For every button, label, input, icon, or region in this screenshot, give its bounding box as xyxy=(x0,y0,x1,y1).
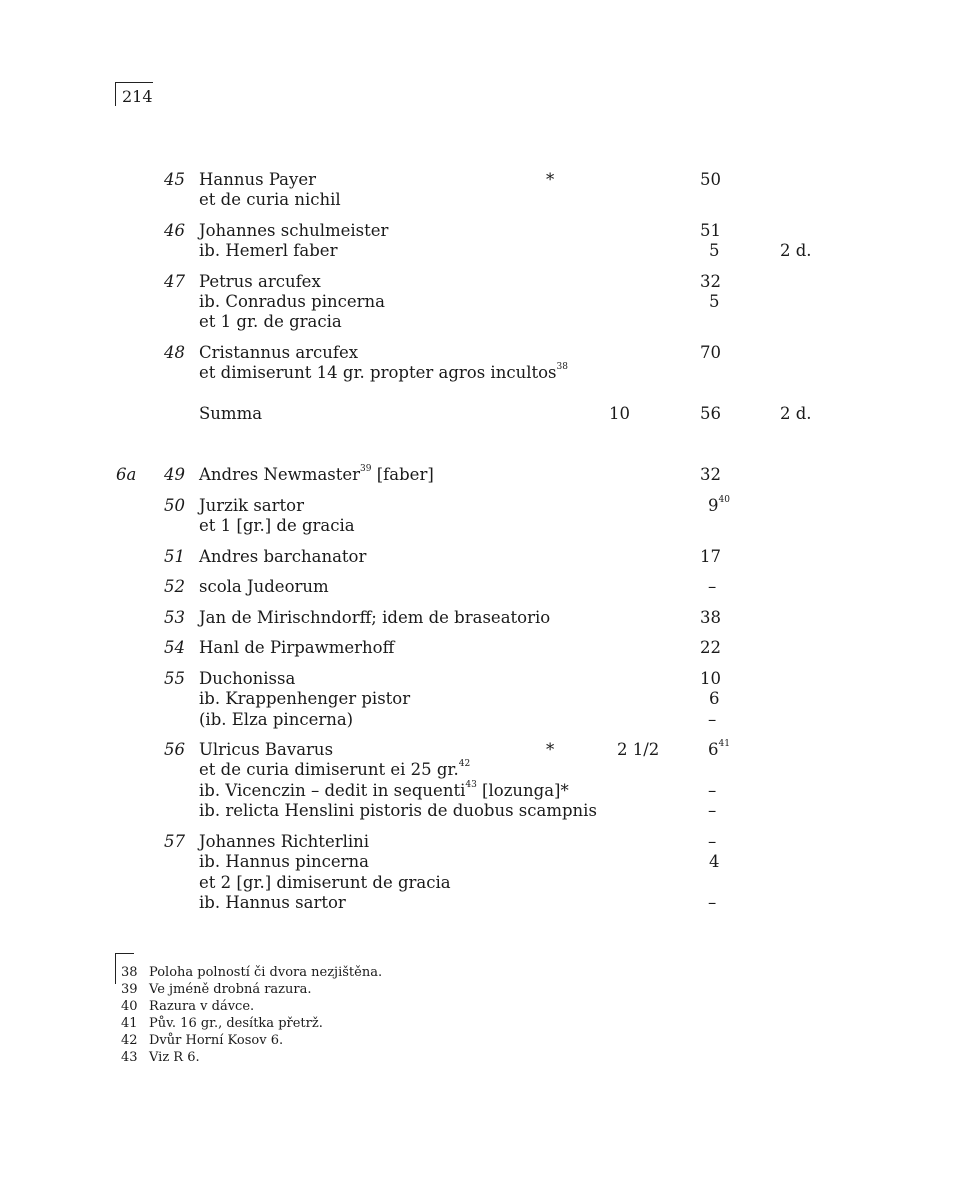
entry-text: Duchonissa xyxy=(199,669,296,688)
entry-line xyxy=(0,832,960,852)
entry-text: Johannes schulmeister xyxy=(199,221,389,240)
entry-text: ib. Hemerl faber xyxy=(199,241,338,260)
entry-line xyxy=(0,465,960,485)
amount-col-2: 17 xyxy=(700,547,721,566)
entry-line xyxy=(0,577,960,597)
entry-text: ib. Conradus pincerna xyxy=(199,292,385,311)
entry-number: 45 xyxy=(164,170,185,189)
amount-col-1: 10 xyxy=(609,404,630,423)
footnote-number: 38 xyxy=(121,965,138,980)
footnote-text: Viz R 6. xyxy=(149,1050,200,1065)
entry-line xyxy=(0,852,960,872)
footnote xyxy=(0,1032,960,1049)
amount-col-2: 51 xyxy=(700,221,721,240)
entry-number: 50 xyxy=(164,496,185,515)
entry-text: ib. Hannus sartor xyxy=(199,893,346,912)
entry-text: Hannus Payer xyxy=(199,170,316,189)
entry-text: Jan de Mirischndorff; idem de braseatorio xyxy=(199,608,551,627)
entry-line xyxy=(0,496,960,516)
entry-text: scola Judeorum xyxy=(199,577,329,596)
entry-text: ib. Vicenczin – dedit in sequenti$^{43}$ [lozunga]* xyxy=(199,780,569,800)
entry-line xyxy=(0,710,960,730)
asterisk-mark: * xyxy=(546,740,555,759)
entry-text: Ulricus Bavarus xyxy=(199,740,334,759)
amount-col-2: 6 xyxy=(709,689,720,708)
entry-text: et de curia nichil xyxy=(199,190,341,209)
entry-line xyxy=(0,801,960,821)
entry-line xyxy=(0,781,960,801)
entry-text: Johannes Richterlini xyxy=(199,832,370,851)
entry-line xyxy=(0,547,960,567)
amount-col-2: $9^{40}$ xyxy=(708,495,730,515)
entry-text: Petrus arcufex xyxy=(199,272,321,291)
entry-text: Hanl de Pirpawmerhoff xyxy=(199,638,395,657)
entry-line xyxy=(0,404,960,424)
footnote-ref: 39 xyxy=(360,464,372,474)
amount-col-2: 5 xyxy=(709,292,720,311)
amount-col-2: 32 xyxy=(700,272,721,291)
entry-text: (ib. Elza pincerna) xyxy=(199,710,354,729)
entry-text: Andres barchanator xyxy=(199,547,367,566)
amount-col-2: 5 xyxy=(709,241,720,260)
entry-number: 48 xyxy=(164,343,185,362)
footnote xyxy=(0,964,960,981)
entry-line xyxy=(0,292,960,312)
footnote-number: 42 xyxy=(121,1033,138,1048)
amount-col-3: 2 d. xyxy=(780,241,812,260)
entry-number: 53 xyxy=(164,608,185,627)
entry-line xyxy=(0,689,960,709)
page-number: 214 xyxy=(115,82,153,106)
amount-col-2: – xyxy=(708,577,717,596)
entry-text: Andres Newmaster$^{39}$ [faber] xyxy=(199,464,434,484)
footnote-ref: 38 xyxy=(556,362,568,372)
footnote-ref: 43 xyxy=(465,780,477,790)
footnote-ref: 40 xyxy=(718,495,730,505)
footnote xyxy=(0,1015,960,1032)
footnote xyxy=(0,981,960,998)
amount-col-2: $6^{41}$ xyxy=(708,739,730,759)
footnote xyxy=(0,1049,960,1066)
entry-line xyxy=(0,363,960,383)
entry-number: 52 xyxy=(164,577,185,596)
entry-text: ib. Hannus pincerna xyxy=(199,852,369,871)
amount-col-2: – xyxy=(708,781,717,800)
footnote-text: Pův. 16 gr., desítka přetrž. xyxy=(149,1016,323,1031)
entry-text: ib. relicta Henslini pistoris de duobus scampnis xyxy=(199,801,597,820)
footnote-text: Razura v dávce. xyxy=(149,999,255,1014)
entry-text: et de curia dimiserunt ei 25 gr.$^{42}$ xyxy=(199,759,471,779)
amount-col-2: – xyxy=(708,801,717,820)
entry-number: 46 xyxy=(164,221,185,240)
margin-folio: 6a xyxy=(116,465,137,484)
amount-col-2: 22 xyxy=(700,638,721,657)
footnote-number: 43 xyxy=(121,1050,138,1065)
entry-line xyxy=(0,760,960,780)
entry-line xyxy=(0,608,960,628)
entry-number: 54 xyxy=(164,638,185,657)
entry-line xyxy=(0,638,960,658)
amount-col-2: 10 xyxy=(700,669,721,688)
amount-col-2: – xyxy=(708,832,717,851)
entry-line xyxy=(0,272,960,292)
amount-col-2: – xyxy=(708,710,717,729)
entry-number: 55 xyxy=(164,669,185,688)
amount-col-1: 2 1/2 xyxy=(617,740,660,759)
entry-number: 56 xyxy=(164,740,185,759)
footnote-ref: 42 xyxy=(458,759,471,769)
entry-line xyxy=(0,343,960,363)
entry-text: Cristannus arcufex xyxy=(199,343,359,362)
footnote-number: 39 xyxy=(121,982,138,997)
amount-col-3: 2 d. xyxy=(780,404,812,423)
entry-text: et 2 [gr.] dimiserunt de gracia xyxy=(199,873,451,892)
amount-col-2: 50 xyxy=(700,170,721,189)
entry-text: et dimiserunt 14 gr. propter agros incultos$^{38}$ xyxy=(199,362,568,382)
entry-line xyxy=(0,241,960,261)
entry-line xyxy=(0,221,960,241)
asterisk-mark: * xyxy=(546,170,555,189)
footnote-text: Dvůr Horní Kosov 6. xyxy=(149,1033,284,1048)
entry-number: 51 xyxy=(164,547,185,566)
entry-number: 47 xyxy=(164,272,185,291)
amount-col-2: 32 xyxy=(700,465,721,484)
entry-line xyxy=(0,893,960,913)
entry-line xyxy=(0,740,960,760)
footnote-number: 40 xyxy=(121,999,138,1014)
footnote-number: 41 xyxy=(121,1016,138,1031)
amount-col-2: 70 xyxy=(700,343,721,362)
entry-text: Summa xyxy=(199,404,263,423)
entry-line xyxy=(0,190,960,210)
amount-col-2: 56 xyxy=(700,404,721,423)
footnote-text: Poloha polností či dvora nezjištěna. xyxy=(149,965,383,980)
entry-text: ib. Krappenhenger pistor xyxy=(199,689,411,708)
amount-col-2: 4 xyxy=(709,852,720,871)
entry-number: 49 xyxy=(164,465,185,484)
footnote xyxy=(0,998,960,1015)
amount-col-2: 38 xyxy=(700,608,721,627)
entry-number: 57 xyxy=(164,832,185,851)
footnote-ref: 41 xyxy=(718,739,730,749)
footnote-text: Ve jméně drobná razura. xyxy=(149,982,312,997)
amount-col-2: – xyxy=(708,893,717,912)
entry-line xyxy=(0,516,960,536)
entry-text: et 1 [gr.] de gracia xyxy=(199,516,355,535)
entry-line xyxy=(0,873,960,893)
entry-text: et 1 gr. de gracia xyxy=(199,312,342,331)
entry-line xyxy=(0,312,960,332)
entry-line xyxy=(0,669,960,689)
entry-line xyxy=(0,170,960,190)
entry-text: Jurzik sartor xyxy=(199,496,304,515)
